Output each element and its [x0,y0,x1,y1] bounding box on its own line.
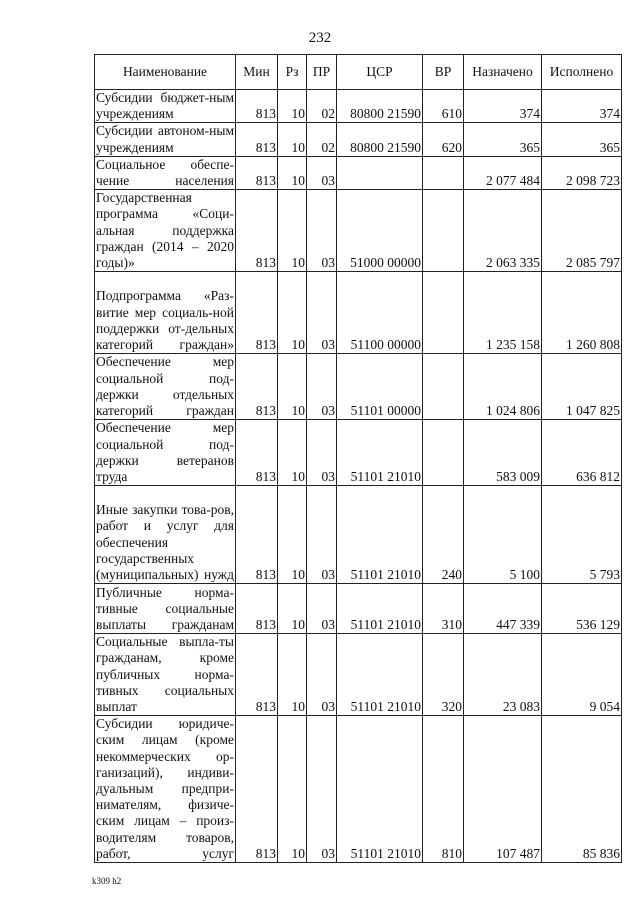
table-row [95,123,622,156]
table-row [95,584,622,634]
row-min: 813 [236,272,278,354]
row-vr: 310 [423,584,464,634]
row-executed: 5 793 [542,486,622,584]
header-name: Наименование [95,55,236,90]
row-csr [337,156,423,189]
row-name: Социальное обеспе-чение населения [96,156,234,189]
row-executed: 1 047 825 [542,354,622,420]
row-csr: 51101 00000 [337,354,423,420]
row-executed: 636 812 [542,420,622,486]
table-row [95,90,622,123]
table-row [95,634,622,716]
row-executed: 2 098 723 [542,156,622,189]
table-row [95,486,622,584]
row-rz: 10 [278,90,307,123]
row-vr [423,354,464,420]
row-assigned: 374 [464,90,542,123]
row-min: 813 [236,634,278,716]
row-vr [423,156,464,189]
row-name: Подпрограмма «Раз-витие мер социаль-ной поддержки от-дельных категорий граждан» [95,272,236,354]
row-min: 813 [236,354,278,420]
row-name: Обеспечение мер социальной под-держки ветеранов труда [96,420,234,485]
row-assigned: 1 024 806 [464,354,542,420]
row-assigned: 2 063 335 [464,190,542,272]
row-vr: 610 [423,90,464,123]
row-assigned: 583 009 [464,420,542,486]
row-rz: 10 [278,354,307,420]
row-pr: 03 [307,420,337,486]
row-pr: 03 [307,716,337,863]
budget-table [94,54,622,863]
row-csr: 51101 21010 [337,716,423,863]
row-pr: 03 [307,272,337,354]
row-rz: 10 [278,156,307,189]
row-vr: 320 [423,634,464,716]
row-pr: 03 [307,190,337,272]
footer-code: k309 h2 [92,876,122,886]
row-pr: 03 [307,486,337,584]
header-executed: Исполнено [542,55,622,90]
header-csr: ЦСР [337,55,423,90]
row-csr: 51000 00000 [337,190,423,272]
table-row [95,354,622,420]
row-min: 813 [236,123,278,156]
row-pr: 02 [307,90,337,123]
row-rz: 10 [278,123,307,156]
row-executed: 1 260 808 [542,272,622,354]
row-rz: 10 [278,486,307,584]
header-rz: Рз [278,55,307,90]
row-name: Субсидии бюджет-ным учреждениям [96,90,234,122]
row-vr [423,420,464,486]
row-assigned: 107 487 [464,716,542,863]
row-assigned: 23 083 [464,634,542,716]
row-min: 813 [236,156,278,189]
row-min: 813 [236,584,278,634]
row-rz: 10 [278,190,307,272]
table-row [95,272,622,354]
row-vr [423,272,464,354]
row-name: Субсидии юридиче-ским лицам (кроме некоммерческих ор-ганизаций), индиви-дуальным предпри-нимателям, физиче-ским лицам – произ-водителям товаров, работ, услуг [96,716,234,861]
row-executed: 536 129 [542,584,622,634]
row-vr: 810 [423,716,464,863]
row-executed: 2 085 797 [542,190,622,272]
row-csr: 51101 21010 [337,584,423,634]
row-csr: 51101 21010 [337,634,423,716]
row-name: Иные закупки това-ров, работ и услуг для обеспечения государственных (муниципальных) нужд [95,486,236,584]
page-number: 232 [308,30,332,46]
row-vr [423,190,464,272]
row-min: 813 [236,486,278,584]
row-vr: 620 [423,123,464,156]
row-executed: 9 054 [542,634,622,716]
row-executed: 374 [542,90,622,123]
header-assigned: Назначено [464,55,542,90]
table-header-row [95,55,622,90]
row-pr: 03 [307,354,337,420]
row-executed: 85 836 [542,716,622,863]
row-csr: 51101 21010 [337,486,423,584]
row-pr: 03 [307,584,337,634]
header-vr: ВР [423,55,464,90]
row-min: 813 [236,190,278,272]
row-csr: 80800 21590 [337,90,423,123]
row-min: 813 [236,420,278,486]
table-row [95,716,622,863]
row-rz: 10 [278,272,307,354]
row-assigned: 1 235 158 [464,272,542,354]
row-assigned: 5 100 [464,486,542,584]
row-csr: 51101 21010 [337,420,423,486]
header-pr: ПР [307,55,337,90]
row-executed: 365 [542,123,622,156]
row-pr: 02 [307,123,337,156]
row-assigned: 2 077 484 [464,156,542,189]
row-name: Субсидии автоном-ным учреждениям [96,123,234,155]
row-rz: 10 [278,634,307,716]
row-name: Обеспечение мер социальной под-держки отдельных категорий граждан [96,354,234,419]
table-row [95,190,622,272]
row-rz: 10 [278,716,307,863]
row-rz: 10 [278,420,307,486]
row-min: 813 [236,90,278,123]
table-row [95,156,622,189]
row-pr: 03 [307,634,337,716]
row-name: Публичные норма-тивные социальные выплаты гражданам [96,584,234,633]
row-name: Государственная программа «Соци-альная поддержка граждан (2014 – 2020 годы)» [96,190,234,271]
row-rz: 10 [278,584,307,634]
row-vr: 240 [423,486,464,584]
row-name: Социальные выпла-ты гражданам, кроме публичных норма-тивных социальных выплат [96,634,234,715]
row-assigned: 447 339 [464,584,542,634]
row-csr: 80800 21590 [337,123,423,156]
table-row [95,420,622,486]
row-assigned: 365 [464,123,542,156]
header-min: Мин [236,55,278,90]
row-min: 813 [236,716,278,863]
row-csr: 51100 00000 [337,272,423,354]
row-pr: 03 [307,156,337,189]
